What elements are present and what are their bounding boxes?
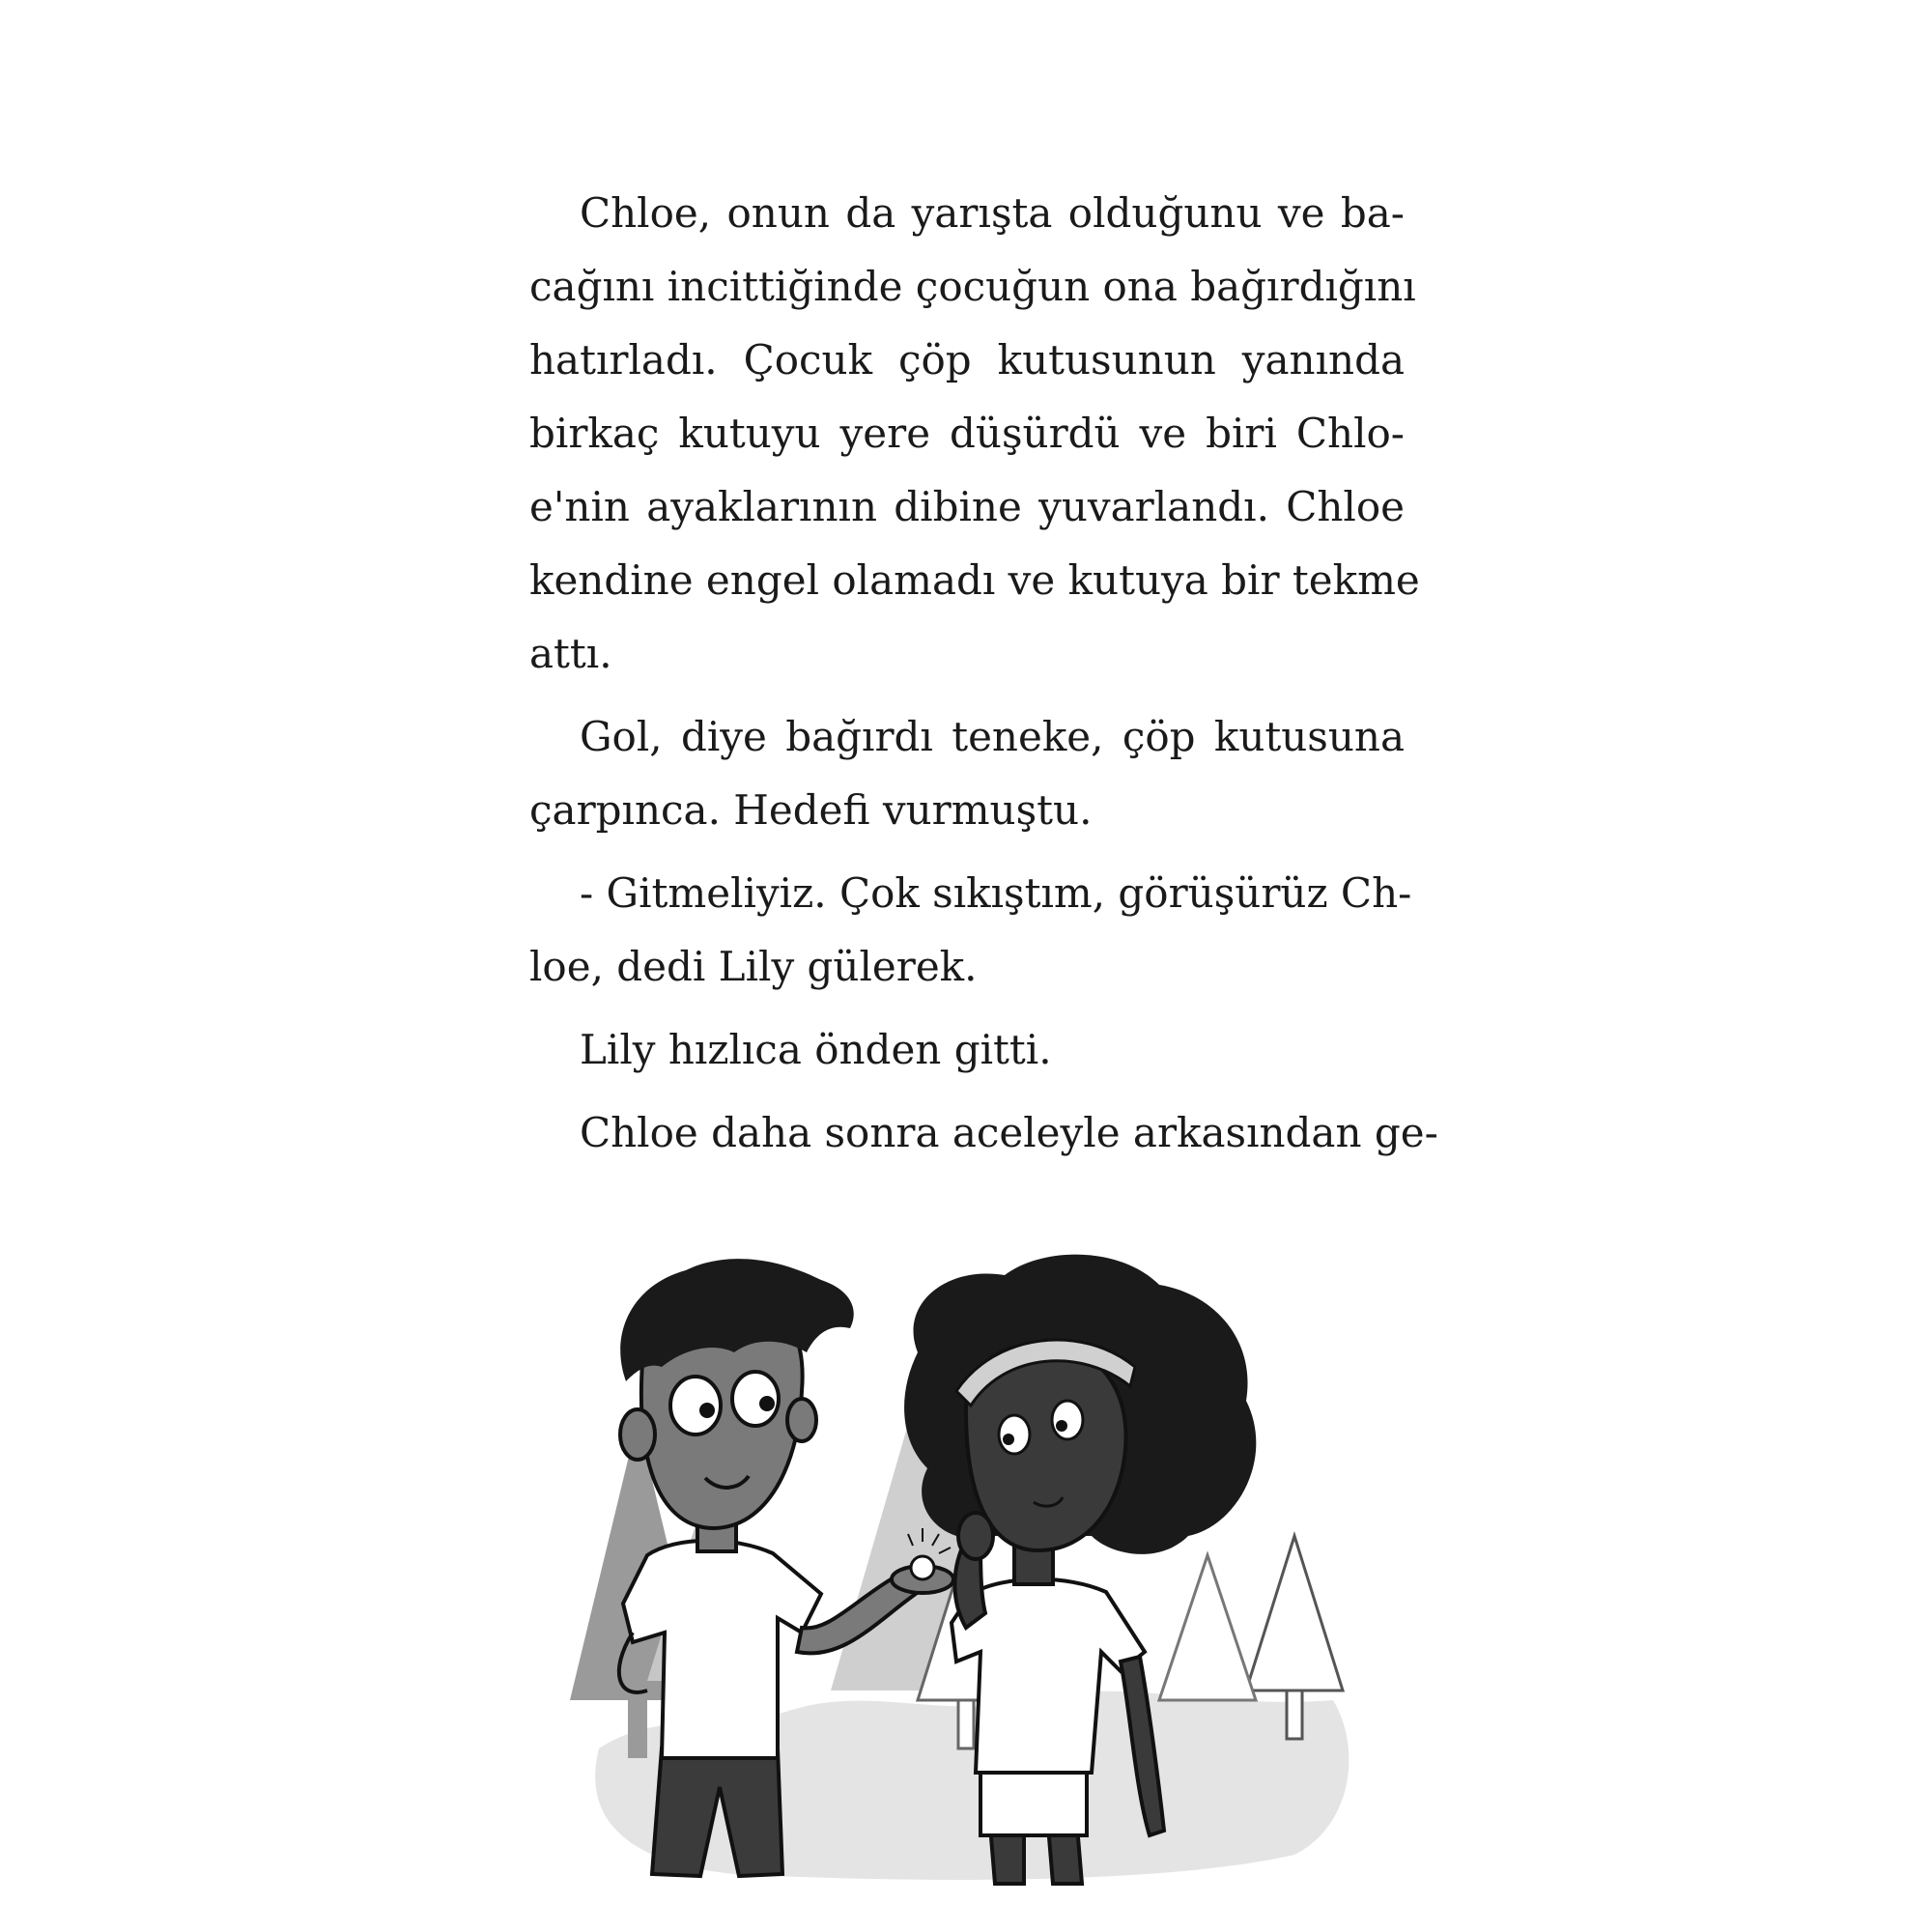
paragraph-1-line-2: cağını incittiğinde çocuğun ona bağırdığını (529, 263, 1416, 310)
paragraph-5-line-1: Chloe daha sonra aceleyle arkasından ge- (580, 1109, 1438, 1156)
paragraph-1-line-5: e'nin ayaklarının dibine yuvarlandı. Chloe (529, 483, 1405, 530)
paragraph-1-line-7: attı. (529, 630, 612, 677)
paragraph-4-line-1: Lily hızlıca önden gitti. (580, 1026, 1052, 1073)
girl-left-eye (999, 1415, 1030, 1454)
tree-mid-right (1159, 1555, 1256, 1700)
girl-shorts (980, 1768, 1087, 1835)
compass-icon (911, 1556, 934, 1579)
paragraph-1-line-6: kendine engel olamadı ve kutuya bir tekme (529, 556, 1420, 604)
girl-hand (958, 1513, 993, 1559)
boy-and-girl-illustration (541, 1246, 1391, 1893)
paragraph-1-line-3: hatırladı. Çocuk çöp kutusunun yanında (529, 336, 1405, 384)
girl-right-eye (1052, 1401, 1083, 1439)
paragraph-1-line-1: Chloe, onun da yarışta olduğunu ve ba- (580, 189, 1405, 237)
paragraph-1-line-4: birkaç kutuyu yere düşürdü ve biri Chlo- (529, 410, 1405, 457)
boy-right-ear (787, 1399, 816, 1441)
boy-left-ear (620, 1409, 655, 1460)
paragraph-3-line-1: - Gitmeliyiz. Çok sıkıştım, görüşürüz Ch- (580, 869, 1412, 917)
paragraph-2-line-2: çarpınca. Hedefi vurmuştu. (529, 786, 1093, 834)
paragraph-2-line-1: Gol, diye bağırdı teneke, çöp kutusuna (580, 713, 1405, 760)
paragraph-3-line-2: loe, dedi Lily gülerek. (529, 943, 978, 990)
